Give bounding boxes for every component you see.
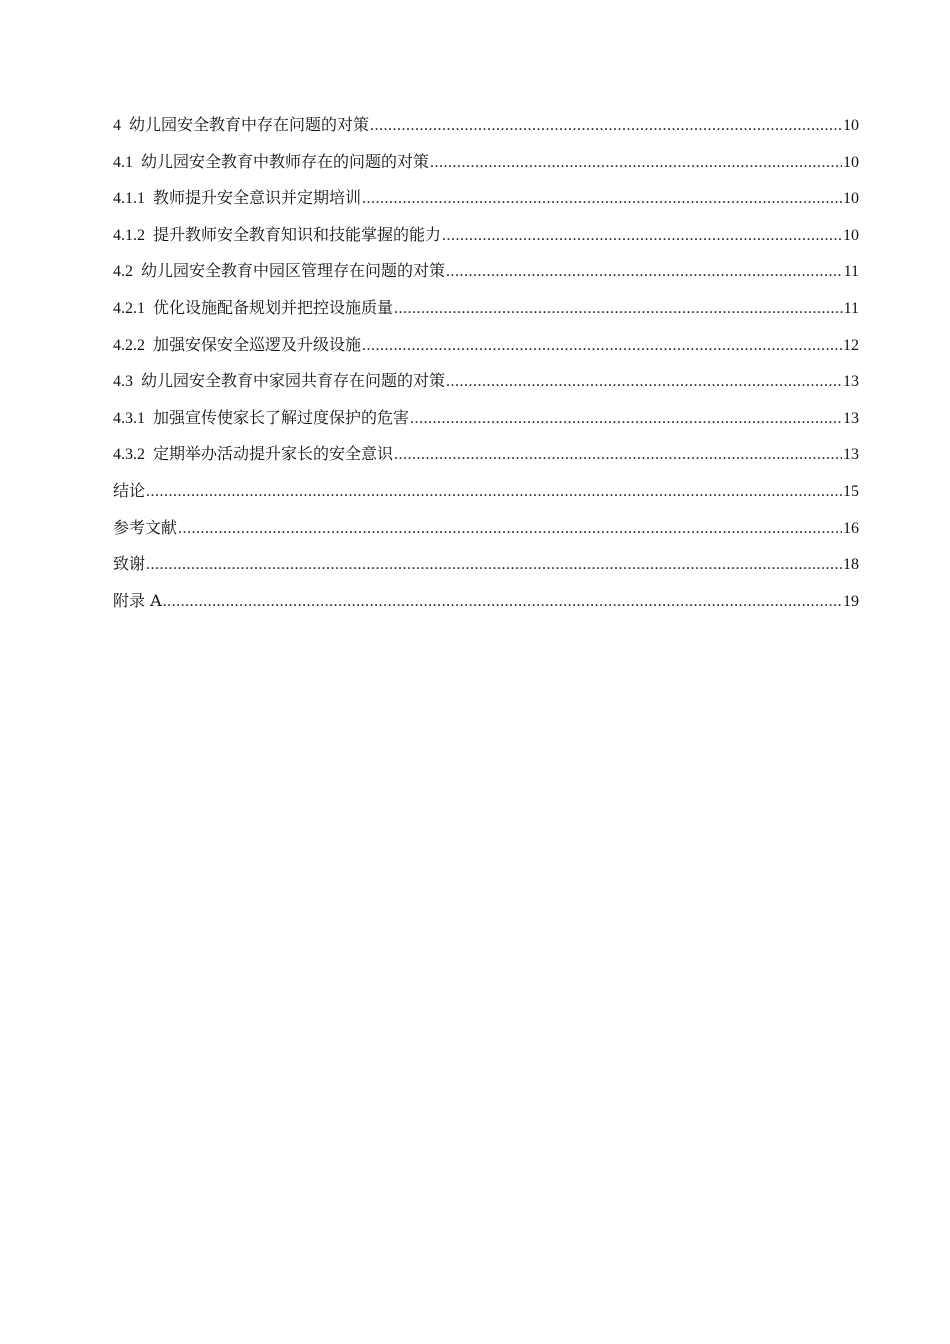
toc-entry-page: 10 (843, 226, 859, 244)
toc-entry-title: 幼儿园安全教育中园区管理存在问题的对策 (141, 261, 446, 281)
toc-entry[interactable] (113, 297, 859, 334)
toc-entry-title: 教师提升安全意识并定期培训 (153, 188, 362, 208)
toc-entry-number: 4.1.2 (113, 226, 145, 244)
toc-entry-title: 附录 A (113, 590, 162, 610)
toc-entry-title: 加强宣传使家长了解过度保护的危害 (153, 407, 410, 427)
toc-entry-number: 4.2 (113, 263, 133, 281)
toc-dot-leader (370, 115, 842, 137)
toc-entry-title: 幼儿园安全教育中存在问题的对策 (129, 115, 370, 134)
toc-entry-title: 幼儿园安全教育中家园共育存在问题的对策 (141, 371, 446, 391)
toc-entry-title: 提升教师安全教育知识和技能掌握的能力 (153, 224, 442, 244)
toc-entry-title: 致谢 (113, 554, 146, 574)
toc-entry[interactable] (113, 114, 859, 151)
toc-entry-title: 加强安保安全巡逻及升级设施 (153, 334, 362, 354)
toc-entry-page: 10 (843, 190, 859, 208)
toc-entry-page: 10 (843, 153, 859, 171)
toc-entry-title: 参考文献 (113, 517, 178, 537)
toc-entry-page: 11 (843, 263, 859, 281)
toc-entry[interactable] (113, 260, 859, 297)
toc-entry[interactable] (113, 480, 859, 517)
toc-entry[interactable] (113, 517, 859, 554)
toc-dot-leader (146, 481, 842, 503)
toc-entry-page: 13 (843, 409, 859, 427)
toc-dot-leader (163, 591, 842, 613)
toc-entry-page: 16 (843, 519, 859, 537)
toc-entry-title: 定期举办活动提升家长的安全意识 (153, 444, 394, 464)
toc-entry-number: 4.2.1 (113, 299, 145, 317)
toc-entry-title: 优化设施配备规划并把控设施质量 (153, 297, 394, 317)
toc-entry-page: 18 (843, 556, 859, 574)
toc-entry-number: 4.1.1 (113, 190, 145, 208)
toc-entry[interactable] (113, 553, 859, 590)
toc-entry-number: 4.3.2 (113, 446, 145, 464)
toc-entry-page: 11 (843, 299, 859, 317)
toc-dot-leader (446, 371, 842, 393)
toc-entry-number: 4.1 (113, 153, 133, 171)
toc-entry-page: 19 (843, 592, 859, 610)
toc-entry-page: 13 (843, 373, 859, 391)
table-of-contents (113, 114, 859, 626)
toc-dot-leader (394, 444, 842, 466)
toc-entry-number: 4.3.1 (113, 409, 145, 427)
toc-dot-leader (442, 225, 842, 247)
toc-entry-page: 15 (843, 482, 859, 500)
toc-entry[interactable] (113, 151, 859, 188)
toc-entry[interactable] (113, 224, 859, 261)
toc-entry[interactable] (113, 187, 859, 224)
toc-entry-number: 4.3 (113, 373, 133, 391)
toc-entry-number: 4 (113, 117, 121, 134)
toc-dot-leader (394, 298, 843, 320)
toc-entry-page: 13 (843, 446, 859, 464)
toc-entry[interactable] (113, 334, 859, 371)
toc-entry-page: 10 (843, 117, 859, 134)
toc-entry-number: 4.2.2 (113, 336, 145, 354)
toc-entry[interactable] (113, 443, 859, 480)
toc-entry[interactable] (113, 370, 859, 407)
toc-dot-leader (446, 261, 843, 283)
toc-dot-leader (362, 188, 842, 210)
toc-dot-leader (362, 335, 842, 357)
toc-entry-title: 幼儿园安全教育中教师存在的问题的对策 (141, 151, 430, 171)
toc-entry-title: 结论 (113, 480, 146, 500)
toc-entry[interactable] (113, 407, 859, 444)
toc-dot-leader (178, 518, 842, 540)
toc-dot-leader (146, 554, 842, 576)
toc-dot-leader (430, 152, 842, 174)
toc-entry-page: 12 (843, 336, 859, 354)
toc-dot-leader (410, 408, 842, 430)
toc-entry[interactable] (113, 590, 859, 627)
